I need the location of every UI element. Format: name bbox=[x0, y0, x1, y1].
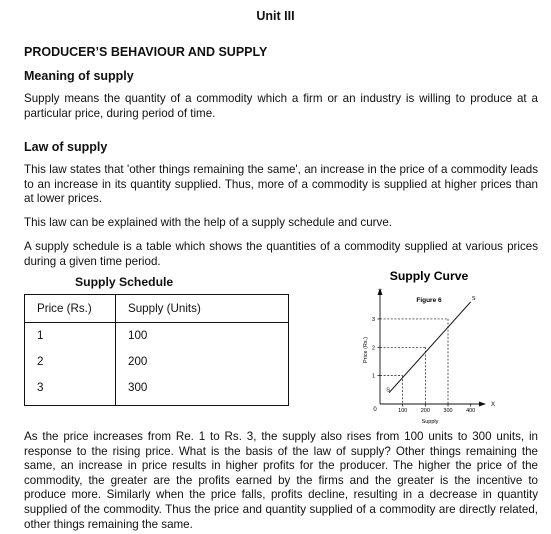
x-axis-arrow bbox=[479, 402, 486, 407]
meaning-heading: Meaning of supply bbox=[24, 69, 134, 83]
cell-supply: 300 bbox=[116, 375, 289, 406]
supply-line bbox=[389, 302, 471, 393]
supply-schedule-table bbox=[24, 294, 289, 406]
origin-label: 0 bbox=[373, 407, 377, 413]
unit-title: Unit III bbox=[256, 9, 295, 23]
cell-supply: 200 bbox=[116, 349, 289, 375]
y-tick-label: 2 bbox=[371, 345, 375, 352]
y-axis-label: Price (Rs.) bbox=[363, 337, 369, 363]
law-para-2: This law can be explained with the help of a supply schedule and curve. bbox=[24, 216, 393, 229]
schedule-title: Supply Schedule bbox=[75, 275, 174, 289]
header-supply: Supply (Units) bbox=[116, 295, 289, 323]
table-header-row bbox=[25, 295, 289, 323]
x-tick-label: 400 bbox=[466, 408, 476, 414]
cell-price: 2 bbox=[25, 349, 116, 375]
conclusion-text: As the price increases from Re. 1 to Rs. 3, the supply also rises from 100 units to 300 units, in response to the rising price. What is the basis of the law of supply? Other things remaining the same, an increase in price results in higher profits for the producer. The higher the price of the commodity, the greater are the profits earned by the firms and the greater is the incentive to produce more. Similarly when the price falls, profits decline, resulting in a decrease in quantity supplied of the commodity. Thus the price and quantity supplied of a commodity are directly related, other things remaining the same. bbox=[24, 430, 538, 531]
x-axis-letter: X bbox=[491, 402, 496, 408]
chart-marks bbox=[372, 296, 476, 414]
y-axis-letter: Y bbox=[378, 289, 382, 295]
curve-label-top: S bbox=[471, 295, 476, 302]
law-heading: Law of supply bbox=[24, 140, 108, 154]
curve-label-bottom: S bbox=[386, 387, 390, 394]
law-para-1: This law states that 'other things remaining the same', an increase in the price of a commodity leads to an increase in its quantity supplied. Thus, more of a commodity is supplied at higher prices than at lower prices. bbox=[24, 163, 538, 206]
chart-subtitle: Figure 6 bbox=[416, 297, 442, 304]
law-para-3: A supply schedule is a table which shows the quantities of a commodity supplied at various prices during a given time period. bbox=[24, 240, 538, 268]
supply-curve-chart bbox=[355, 268, 500, 428]
y-tick-label: 1 bbox=[371, 373, 375, 380]
chart-title: Supply Curve bbox=[389, 269, 469, 283]
header-price: Price (Rs.) bbox=[25, 295, 116, 323]
cell-price: 3 bbox=[25, 375, 116, 406]
x-tick-label: 100 bbox=[398, 408, 408, 414]
x-axis-label: Supply bbox=[421, 419, 439, 425]
main-heading: PRODUCER’S BEHAVIOUR AND SUPPLY bbox=[24, 45, 268, 59]
x-tick-label: 300 bbox=[443, 408, 453, 414]
y-tick-label: 3 bbox=[371, 316, 375, 323]
cell-supply: 100 bbox=[116, 323, 289, 350]
table-row bbox=[25, 323, 289, 350]
table-row bbox=[25, 375, 289, 406]
x-tick-label: 200 bbox=[420, 408, 430, 414]
meaning-text: Supply means the quantity of a commodity which a firm or an industry is willing to produce at a particular price, during period of time. bbox=[24, 92, 538, 120]
cell-price: 1 bbox=[25, 323, 116, 350]
table-row bbox=[25, 349, 289, 375]
